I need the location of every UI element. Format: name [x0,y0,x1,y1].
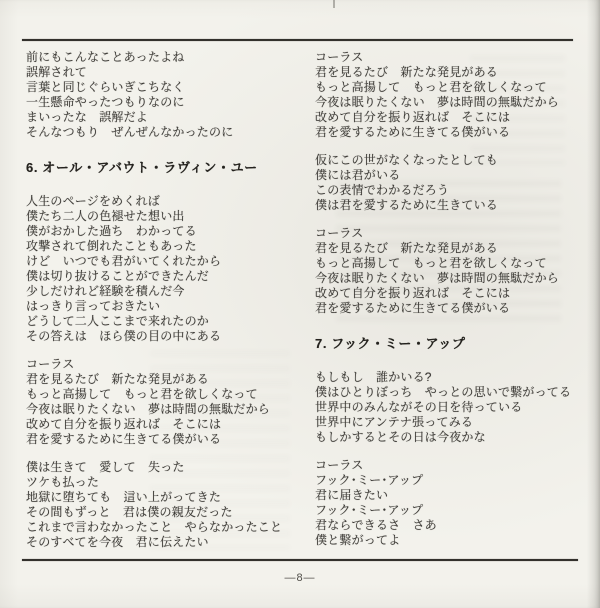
lyric-line: 僕は切り抜けることができたんだ [26,269,210,283]
lyric-line: 仮にこの世がなくなったとしても [315,153,499,167]
lyric-line: もっと高揚して もっと君を欲しくなって [315,256,547,270]
lyric-line: フック･ミー･アップ [315,473,424,487]
lyric-line: 今夜は眠りたくない 夢は時間の無駄だから [26,402,271,416]
lyric-line: もっと高揚して もっと君を欲しくなって [26,387,258,401]
bottom-rule [22,559,578,561]
song-title-header: 6. オール・アバウト・ラヴィン・ユー [26,160,258,175]
lyric-line: 君を見るたび 新たな発見がある [26,372,210,386]
lyric-line: その間もずっと 君は僕の親友だった [26,505,233,519]
lyric-line: 君を見るたび 新たな発見がある [315,65,499,79]
lyric-line: 今夜は眠りたくない 夢は時間の無駄だから [315,95,560,109]
lyric-line: 少しだけれど経験を積んだ今 [26,284,185,298]
lyric-line: 攻撃されて倒れたこともあった [26,239,197,253]
lyric-line: 一生懸命やったつもりなのに [26,95,185,109]
lyric-line: 今夜は眠りたくない 夢は時間の無駄だから [315,271,560,285]
page-number: —8— [284,572,316,584]
lyric-line: 僕たち二人の色褪せた想い出 [26,209,185,223]
chorus-label: コーラス [315,226,364,240]
lyrics-stanza [26,194,311,344]
lyric-line: はっきり言っておきたい [26,299,161,313]
scan-artifact [333,0,335,8]
lyrics-stanza [315,50,600,140]
lyric-line: もしかするとその日は今夜かな [315,430,486,444]
lyric-line: 世界中のみんながその日を待っている [315,400,523,414]
lyric-line: 言葉と同じぐらいぎこちなく [26,80,185,94]
lyric-line: ツケも払った [26,475,100,489]
lyrics-column-left [26,50,311,563]
lyric-line: 前にもこんなことあったよね [26,50,185,64]
lyric-line: もしもし 誰かいる? [315,370,432,384]
lyric-line: そのすべてを今夜 君に伝えたい [26,535,209,549]
lyric-line: 僕がおかした過ち わかってる [26,224,197,238]
lyric-line: 僕は君を愛するために生きている [315,198,499,212]
lyric-line: 改めて自分を振り返れば そこには [315,110,511,124]
lyric-line: 改めて自分を振り返れば そこには [315,286,511,300]
lyric-line: 君ならできるさ さあ [315,518,437,532]
lyric-line: どうして二人ここまで来れたのか [26,314,210,328]
lyric-line: 地獄に堕ちても 這い上がってきた [26,490,222,504]
lyric-line: そんなつもり ぜんぜんなかったのに [26,125,234,139]
lyric-line: 人生のページをめくれば [26,194,160,208]
lyric-line: 君に届きたい [315,488,389,502]
chorus-label: コーラス [315,50,364,64]
lyric-line: 僕には君がいる [315,168,401,182]
lyric-line: 僕はひとりぼっち やっとの思いで繋がってる [315,385,572,399]
chorus-label: コーラス [26,357,75,371]
lyric-line: 君を愛するために生きてる僕がいる [26,432,222,446]
lyrics-stanza [315,226,600,316]
lyrics-column-right [315,50,600,561]
lyrics-stanza [26,357,311,447]
lyric-line: 君を愛するために生きてる僕がいる [315,301,511,315]
lyric-line: 世界中にアンテナ張ってみる [315,415,474,429]
lyric-line: その答えは ほら僕の目の中にある [26,329,222,343]
lyric-line: この表情でわかるだろう [315,183,450,197]
chorus-label: コーラス [315,458,364,472]
lyrics-stanza [315,370,600,445]
lyric-line: 改めて自分を振り返れば そこには [26,417,222,431]
lyric-line: まいったな 誤解だよ [26,110,149,124]
lyric-line: 誤解されて [26,65,88,79]
top-rule [22,39,573,41]
lyric-line: 君を見るたび 新たな発見がある [315,241,499,255]
lyric-line: けど いつでも君がいてくれたから [26,254,222,268]
lyric-line: これまで言わなかったこと やらなかったこと [26,520,283,534]
lyrics-stanza [26,50,311,140]
song-title-header: 7. フック・ミー・アップ [315,336,466,351]
lyrics-stanza [315,153,600,213]
lyrics-stanza [315,458,600,548]
lyric-line: 僕は生きて 愛して 失った [26,460,185,474]
lyric-line: 僕と繋がってよ [315,533,401,547]
lyric-line: もっと高揚して もっと君を欲しくなって [315,80,547,94]
lyric-line: フック･ミー･アップ [315,503,424,517]
lyrics-stanza [26,460,311,550]
lyric-line: 君を愛するために生きてる僕がいる [315,125,511,139]
